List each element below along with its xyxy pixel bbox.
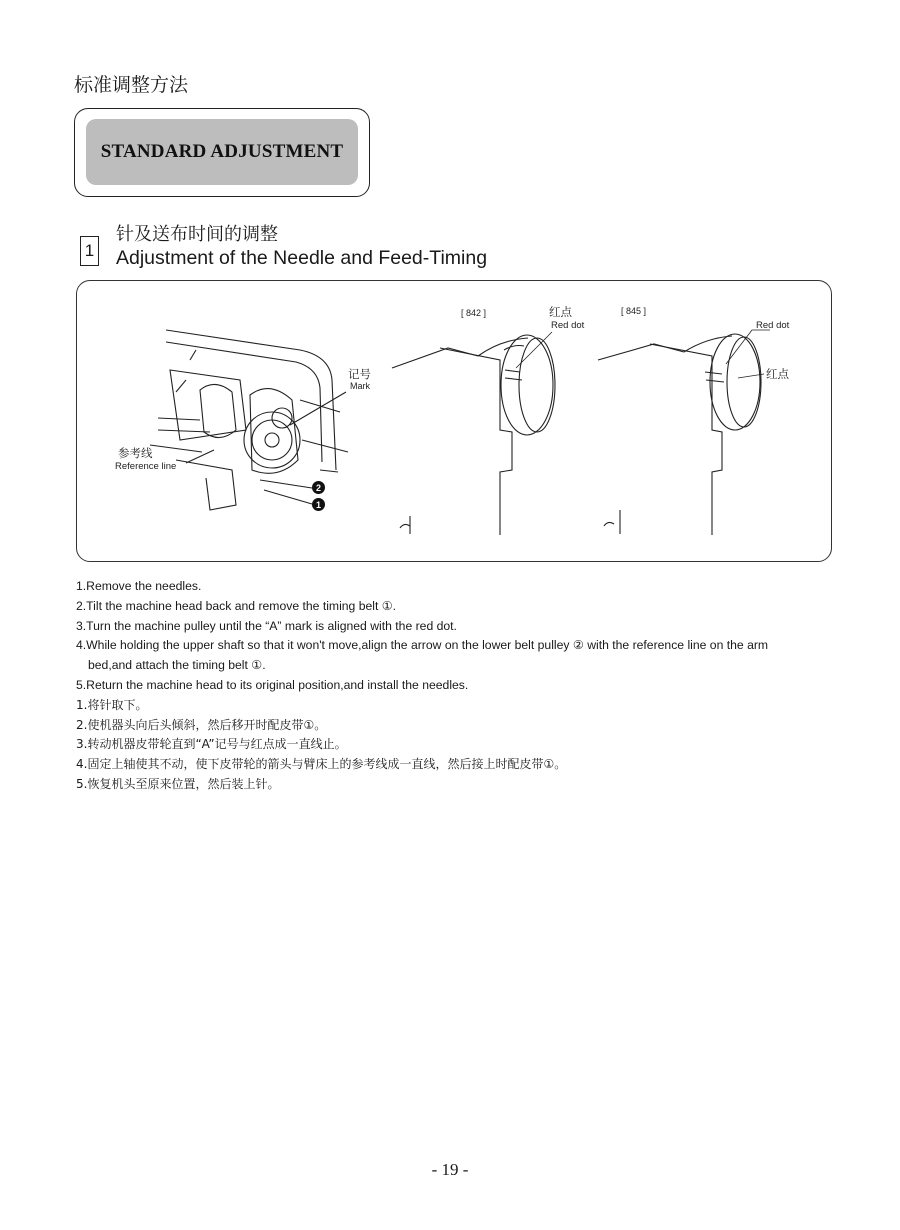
instruction-en-2: 2.Tilt the machine head back and remove the timing belt ①. [76, 598, 397, 613]
mark-label-cn: 记号 [348, 367, 371, 381]
page-heading: 标准调整方法 [74, 74, 189, 96]
instruction-list [76, 577, 846, 795]
mark-label-en: Mark [350, 381, 370, 391]
pulley-845-drawing [598, 334, 761, 535]
instruction-en-5: 5.Return the machine head to its original position,and install the needles. [76, 677, 469, 692]
model-845-label: [ 845 ] [621, 306, 647, 316]
red-dot-label-cn-842: 红点 [549, 305, 572, 319]
instruction-en-4: 4.While holding the upper shaft so that it won't move,align the arrow on the lower belt pulley ② with the reference line on the arm [76, 638, 769, 653]
instruction-cn-1: 1.将针取下。 [76, 697, 148, 712]
section-title-cn: 针及送布时间的调整 [116, 224, 278, 245]
page-number: - 19 - [431, 1160, 469, 1179]
reference-line-label-cn: 参考线 [118, 446, 153, 460]
instruction-cn-3: 3.转动机器皮带轮直到“A”记号与红点成一直线止。 [76, 737, 347, 752]
reference-line-label-en: Reference line [115, 461, 177, 472]
instruction-cn-5: 5.恢复机头至原来位置，然后装上针。 [76, 776, 280, 791]
section-title-en: Adjustment of the Needle and Feed-Timing [116, 247, 488, 269]
instruction-en-1: 1.Remove the needles. [76, 579, 202, 593]
callout-2: 2 [312, 481, 325, 494]
red-dot-label-en-842: Red dot [551, 320, 585, 331]
instruction-en-3: 3.Turn the machine pulley until the “A” mark is aligned with the red dot. [76, 618, 457, 633]
instruction-cn-4: 4.固定上轴使其不动，使下皮带轮的箭头与臂床上的参考线成一直线，然后接上时配皮带①。 [76, 757, 567, 772]
model-842-label: [ 842 ] [461, 308, 487, 318]
section-number: 1 [80, 236, 99, 266]
red-dot-label-cn-845: 红点 [766, 367, 789, 381]
instruction-en-4-cont: bed,and attach the timing belt ①. [88, 658, 266, 673]
pulley-842-drawing [392, 335, 555, 535]
instruction-cn-2: 2.使机器头向后头倾斜，然后移开时配皮带①。 [76, 717, 327, 732]
banner-title: STANDARD ADJUSTMENT [100, 141, 344, 162]
callout-1: 1 [312, 498, 325, 511]
red-dot-label-en-845: Red dot [756, 320, 790, 331]
